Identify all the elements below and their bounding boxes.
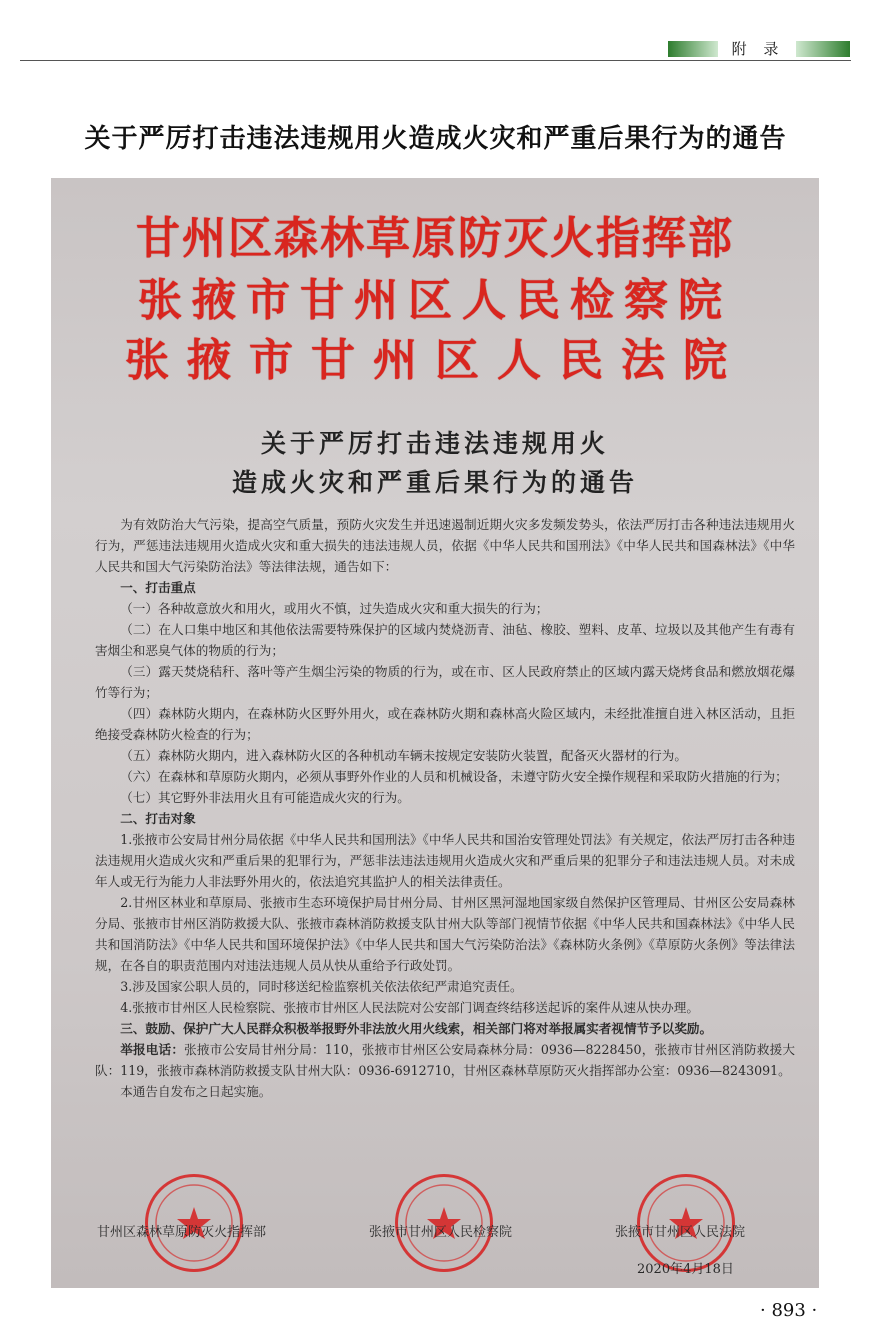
- section2-item: 3.涉及国家公职人员的，同时移送纪检监察机关依法依纪严肃追究责任。: [120, 979, 523, 994]
- section1-item: （四）森林防火期内，在森林防火区野外用火，或在森林防火期和森林高火险区域内，未经批准擅自进入林区活动，且拒绝接受森林防火检查的行为；: [95, 706, 795, 742]
- signature-procuratorate: 张掖市甘州区人民检察院: [369, 1225, 513, 1240]
- issuer-procuratorate: 张掖市甘州区人民检察院: [138, 275, 732, 326]
- report-text: 张掖市公安局甘州分局：110，张掖市甘州区公安局森林分局：0936—8228450，张掖市甘州区消防救援大队：119，张掖市森林消防救援支队甘州大队：0936-6912710，甘州区森林草原防灭火指挥部办公室：0936—8243091。: [95, 1042, 795, 1078]
- report-phones: [95, 1039, 795, 1081]
- notice-body: [95, 514, 795, 1102]
- section1-item: （三）露天焚烧秸秆、落叶等产生烟尘污染的物质的行为，或在市、区人民政府禁止的区域内露天烧烤食品和燃放烟花爆竹等行为；: [95, 664, 795, 700]
- page-title: 关于严厉打击违法违规用火造成火灾和严重后果行为的通告: [84, 124, 787, 154]
- section1-title: 一、打击重点: [120, 580, 196, 595]
- signature-court: 张掖市甘州区人民法院: [615, 1225, 746, 1240]
- report-label: 举报电话：: [120, 1042, 185, 1057]
- effective-date-note: 本通告自发布之日起实施。: [120, 1084, 272, 1099]
- notice-title-line2: 造成火灾和严重后果行为的通告: [231, 468, 638, 497]
- section3-title: 三、鼓励、保护广大人民群众积极举报野外非法放火用火线索，相关部门将对举报属实者视情节予以奖励。: [120, 1021, 713, 1036]
- header-bar-right: [796, 41, 850, 57]
- section1-item: （二）在人口集中地区和其他依法需要特殊保护的区域内焚烧沥青、油毡、橡胶、塑料、皮革、垃圾以及其他产生有毒有害烟尘和恶臭气体的物质的行为；: [95, 622, 795, 658]
- issuer-fire-command: 甘州区森林草原防灭火指挥部: [136, 213, 734, 264]
- notice-photo: [51, 178, 819, 1288]
- notice-date: 2020年4月18日: [637, 1262, 734, 1277]
- header-rule: [20, 60, 851, 61]
- section1-item: （一）各种故意放火和用火，或用火不慎，过失造成火灾和重大损失的行为；: [120, 601, 549, 616]
- section1-item: （六）在森林和草原防火期内，必须从事野外作业的人员和机械设备，未遵守防火安全操作规程和采取防火措施的行为；: [120, 769, 788, 784]
- header-section: 附 录: [731, 40, 785, 58]
- notice-title-line1: 关于严厉打击违法违规用火: [260, 429, 609, 458]
- notice-intro: 为有效防治大气污染，提高空气质量，预防火灾发生并迅速遏制近期火灾多发频发势头，依法严厉打击各种违法违规用火行为，严惩违法违规用火造成火灾和重大损失的违法违规人员，依据《中华人民共和国刑法》《中华人民共和国森林法》《中华人民共和国大气污染防治法》等法律法规，通告如下：: [95, 517, 795, 574]
- section1-item: （七）其它野外非法用火且有可能造成火灾的行为。: [120, 790, 410, 805]
- page-number: · 893 ·: [760, 1300, 818, 1321]
- section2-title: 二、打击对象: [120, 811, 196, 826]
- header-bar-left: [668, 41, 718, 57]
- section2-item: 2.甘州区林业和草原局、张掖市生态环境保护局甘州分局、甘州区黑河湿地国家级自然保护区管理局、甘州区公安局森林分局、张掖市甘州区消防救援大队、张掖市森林消防救援支队甘州大队等部门视情节依据《中华人民共和国森林法》《中华人民共和国消防法》《中华人民共和国环境保护法》《中华人民共和国大气污染防治法》《森林防火条例》《草原防火条例》等法律法规，在各自的职责范围内对违法违规人员从快从重给予行政处罚。: [95, 895, 795, 973]
- issuer-court: 张掖市甘州区人民法院: [125, 335, 745, 386]
- section1-item: （五）森林防火期内，进入森林防火区的各种机动车辆未按规定安装防火装置，配备灭火器材的行为。: [120, 748, 687, 763]
- section2-item: 1.张掖市公安局甘州分局依据《中华人民共和国刑法》《中华人民共和国治安管理处罚法》有关规定，依法严厉打击各种违法违规用火造成火灾和严重后果的犯罪行为，严惩非法违法违规用火造成火灾和严重后果的犯罪分子和违法违规人员。对未成年人或无行为能力人非法野外用火的，依法追究其监护人的相关法律责任。: [95, 832, 795, 889]
- signature-fire-command: 甘州区森林草原防灭火指挥部: [97, 1225, 267, 1240]
- section2-item: 4.张掖市甘州区人民检察院、张掖市甘州区人民法院对公安部门调查终结移送起诉的案件从速从快办理。: [120, 1000, 699, 1015]
